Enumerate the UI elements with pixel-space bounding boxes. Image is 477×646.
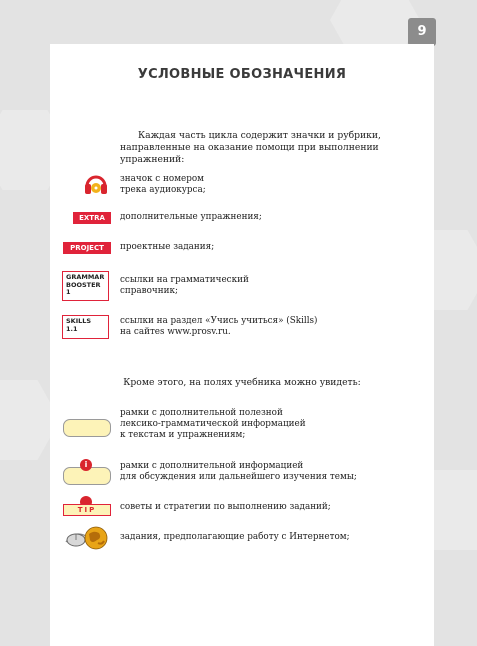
margin-item-text: рамки с дополнительной полезной лексико-грамматической информацией к текстам и упражнениям; [120,408,306,440]
headphones-icon [83,171,109,197]
intro-text-margins: Кроме этого, на полях учебника можно увидеть: [123,377,361,388]
extra-tag: EXTRA [73,212,111,224]
skills-tag: SKILLS 1.1 [62,315,109,339]
legend-item-text: ссылки на раздел «Учись учиться» (Skills) на сайтеs www.prosv.ru. [120,316,318,337]
legend-item-text: проектные задания; [120,242,215,252]
page-title: УСЛОВНЫЕ ОБОЗНАЧЕНИЯ [137,67,347,82]
grammar-booster-tag: GRAMMAR BOOSTER 1 [62,271,109,301]
project-tag: PROJECT [63,242,111,254]
legend-item-text: дополнительные упражнения; [120,212,262,222]
info-icon: i [80,459,92,471]
legend-item-text: ссылки на грамматический справочник; [120,275,249,296]
page [50,44,434,646]
margin-item-text: задания, предполагающие работу с Интернетом; [120,532,350,542]
tip-tag-icon: TIP [63,504,111,516]
legend-item-text: значок с номером трека аудиокурса; [120,174,206,195]
cream-box-icon [63,419,111,437]
margin-item-text: советы и стратегии по выполнению заданий; [120,502,331,512]
globe-mouse-icon [64,524,112,552]
intro-text: Каждая часть цикла содержит значки и рубрики, направленные на оказание помощи при выполнении упражнений: [120,130,381,165]
margin-item-text: рамки с дополнительной информацией для обсуждения или дальнейшего изучения темы; [120,461,357,482]
page-number: 9 [408,18,436,46]
